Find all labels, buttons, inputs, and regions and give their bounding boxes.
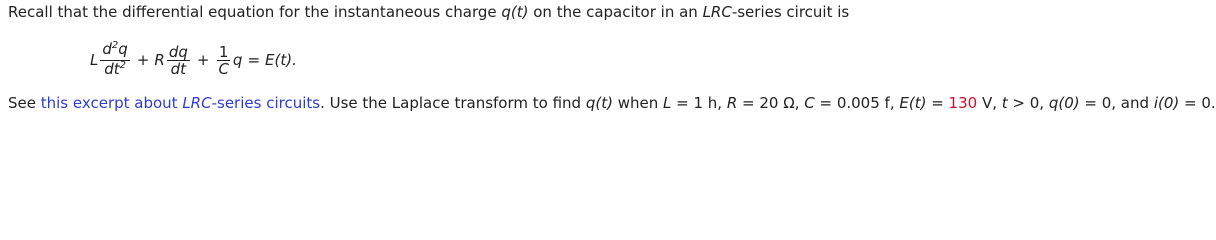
numerator-exponent: 2 xyxy=(111,39,119,51)
dt-symbol: dt xyxy=(104,59,120,78)
lrc-term: LRC xyxy=(702,3,732,21)
resistance-value: = 20 Ω, xyxy=(737,94,805,112)
capacitance-value: = 0.005 f, xyxy=(814,94,900,112)
initial-current-label: i(0) xyxy=(1153,94,1180,112)
emf-function: E(t). xyxy=(265,51,297,69)
charge-function: q(t) xyxy=(501,3,529,21)
task-text-b: when xyxy=(612,94,663,112)
problem-task-line xyxy=(8,94,1216,112)
emf-label: E(t) xyxy=(899,94,927,112)
resistance-symbol: R xyxy=(154,51,165,69)
task-charge-function: q(t) xyxy=(585,94,613,112)
emf-value: 130 xyxy=(948,94,978,112)
denominator-exponent: 2 xyxy=(119,59,126,71)
equals-sign: = xyxy=(247,51,261,69)
intro-text-a: Recall that the differential equation for the instantaneous charge xyxy=(8,3,502,21)
link-text-a: this excerpt about xyxy=(40,94,183,112)
plus-operator: + xyxy=(196,51,210,69)
first-derivative-denominator: dt xyxy=(170,59,187,78)
differential-equation xyxy=(90,38,297,82)
see-text: See xyxy=(8,94,41,112)
intro-text-c: -series circuit is xyxy=(731,3,850,21)
inductance-label: L xyxy=(663,94,672,112)
q-symbol: q xyxy=(118,39,128,58)
initial-charge-value: = 0, and xyxy=(1079,94,1154,112)
task-text-a: . Use the Laplace transform to find xyxy=(320,94,586,112)
second-derivative-denominator xyxy=(102,61,128,80)
time-condition: > 0, xyxy=(1007,94,1049,112)
second-derivative-fraction xyxy=(100,41,129,80)
inductance-symbol: L xyxy=(90,51,99,69)
initial-charge-label: q(0) xyxy=(1048,94,1080,112)
emf-unit: V, xyxy=(977,94,1002,112)
charge-symbol: q xyxy=(232,51,243,69)
d-symbol: d xyxy=(102,39,112,58)
fraction-one: 1 xyxy=(218,42,229,61)
emf-equals: = xyxy=(926,94,949,112)
link-lrc-term: LRC xyxy=(182,94,212,112)
resistance-label: R xyxy=(726,94,738,112)
lrc-excerpt-link[interactable] xyxy=(41,94,320,112)
time-label: t xyxy=(1001,94,1008,112)
plus-operator: + xyxy=(136,51,150,69)
inverse-capacitance-fraction xyxy=(216,44,230,77)
problem-intro-line xyxy=(8,3,849,21)
first-derivative-fraction xyxy=(167,44,190,77)
first-derivative-numerator: dq xyxy=(168,42,188,61)
second-derivative-numerator xyxy=(100,41,129,61)
link-text-b: -series circuits xyxy=(211,94,321,112)
inductance-value: = 1 h, xyxy=(671,94,727,112)
initial-current-value: = 0. xyxy=(1179,94,1216,112)
intro-text-b: on the capacitor in an xyxy=(528,3,703,21)
capacitance-label: C xyxy=(804,94,815,112)
capacitance-symbol: C xyxy=(218,59,229,78)
